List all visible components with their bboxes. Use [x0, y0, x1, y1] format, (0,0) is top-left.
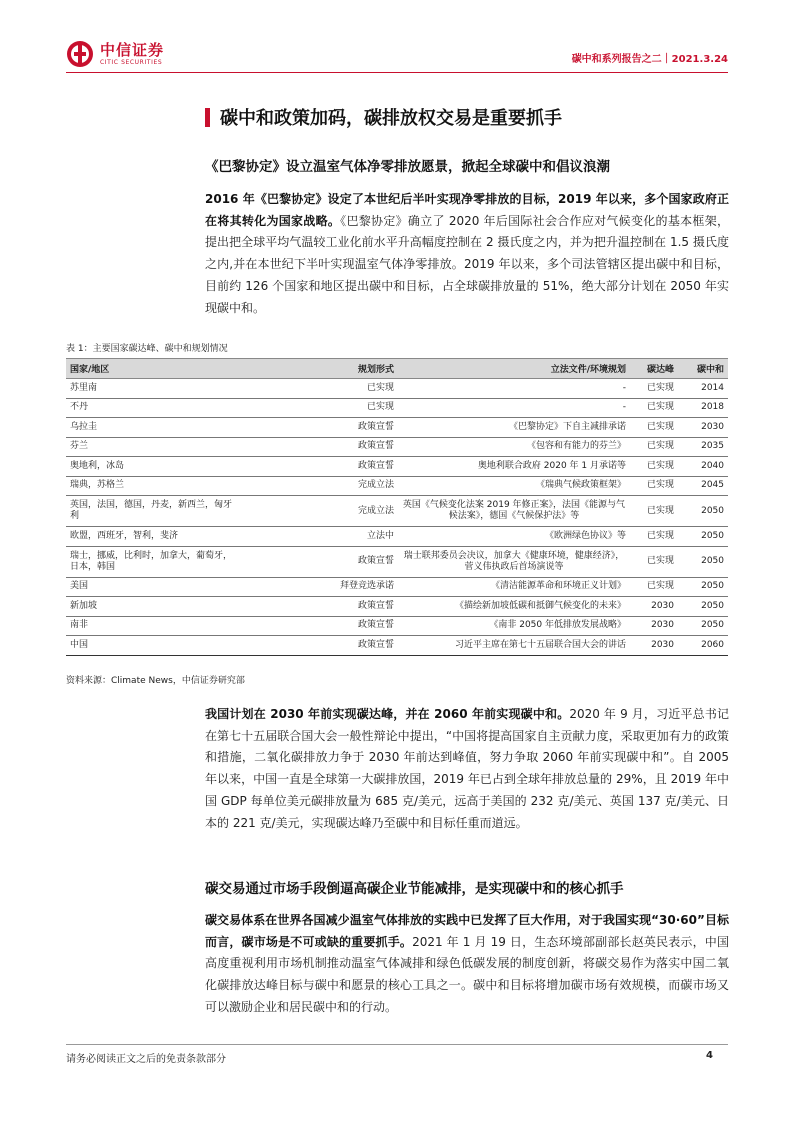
- cell-document: -: [398, 379, 630, 399]
- cell-peak: 2030: [630, 597, 678, 617]
- cell-form: 完成立法: [244, 476, 398, 496]
- logo-name-cn: 中信证券: [100, 40, 165, 59]
- table-row: [66, 546, 728, 577]
- table-row: [66, 577, 728, 597]
- table-row: [66, 437, 728, 457]
- cell-neutral: 2050: [678, 597, 728, 617]
- carbon-targets-table: [66, 358, 728, 656]
- col-header-peak: 碳达峰: [630, 359, 678, 379]
- paragraph-lead: 2016 年《巴黎协定》设定了本世纪后半叶实现净零排放的目标，2019 年以来，多个国家政府正在将其转化为国家战略。: [205, 192, 729, 228]
- subheading-paris-agreement: 《巴黎协定》设立温室气体净零排放愿景，掀起全球碳中和倡议浪潮: [205, 159, 610, 175]
- cell-neutral: 2050: [678, 577, 728, 597]
- cell-peak: 已实现: [630, 496, 678, 527]
- cell-peak: 已实现: [630, 379, 678, 399]
- table-header-row: [66, 359, 728, 379]
- table-row: [66, 616, 728, 636]
- cell-peak: 已实现: [630, 437, 678, 457]
- cell-form: 立法中: [244, 527, 398, 547]
- table-row: [66, 597, 728, 617]
- footer-disclaimer: 请务必阅读正文之后的免责条款部分: [66, 1054, 226, 1065]
- table-row: [66, 496, 728, 527]
- cell-form: 政策宣誓: [244, 597, 398, 617]
- table-row: [66, 398, 728, 418]
- cell-document: 《清洁能源革命和环境正义计划》: [398, 577, 630, 597]
- cell-document: 英国《气候变化法案 2019 年修正案》，法国《能源与气候法案》，德国《气候保护法》等: [398, 496, 630, 527]
- cell-form: 已实现: [244, 379, 398, 399]
- col-header-form: 规划形式: [244, 359, 398, 379]
- cell-form: 政策宣誓: [244, 418, 398, 438]
- col-header-document: 立法文件/环境规划: [398, 359, 630, 379]
- paragraph-body: 2021 年 1 月 19 日，生态环境部副部长赵英民表示，中国高度重视利用市场机制推动温室气体减排和绿色低碳发展的制度创新，将碳交易作为落实中国二氧化碳排放达峰目标与碳中和愿景的核心工具之一。碳中和目标将增加碳市场有效规模，而碳市场又可以激励企业和居民碳中和的行动。: [205, 934, 729, 1014]
- cell-document: 《欧洲绿色协议》等: [398, 527, 630, 547]
- cell-neutral: 2050: [678, 496, 728, 527]
- cell-neutral: 2018: [678, 398, 728, 418]
- table-row: [66, 418, 728, 438]
- cell-document: 《南非 2050 年低排放发展战略》: [398, 616, 630, 636]
- cell-neutral: 2060: [678, 636, 728, 656]
- citic-logo: [66, 40, 164, 68]
- cell-document: 习近平主席在第七十五届联合国大会的讲话: [398, 636, 630, 656]
- cell-neutral: 2050: [678, 546, 728, 577]
- cell-neutral: 2030: [678, 418, 728, 438]
- cell-form: 已实现: [244, 398, 398, 418]
- cell-peak: 已实现: [630, 577, 678, 597]
- cell-document: 《包容和有能力的芬兰》: [398, 437, 630, 457]
- cell-country: 瑞士，挪威，比利时，加拿大，葡萄牙，日本，韩国: [66, 546, 244, 577]
- table-row: [66, 379, 728, 399]
- cell-country: 不丹: [66, 398, 244, 418]
- paragraph-body: 《巴黎协定》确立了 2020 年后国际社会合作应对气候变化的基本框架，提出把全球平均气温较工业化前水平升高幅度控制在 2 摄氏度之内，并为把升温控制在 1.5 摄氏度之内,并在本世纪下半叶实现温室气体净零排放。2019 年以来，多个司法管辖区提出碳中和目标，目前约 126 个国家和地区提出碳中和目标，占全球碳排放量的 51%，绝大部分计划在 2050 年实现碳中和。: [205, 213, 729, 315]
- paragraph-paris-agreement: [205, 189, 729, 319]
- col-header-neutral: 碳中和: [678, 359, 728, 379]
- footer-divider: [66, 1044, 728, 1045]
- cell-country: 奥地利，冰岛: [66, 457, 244, 477]
- cell-form: 政策宣誓: [244, 437, 398, 457]
- table-row: [66, 636, 728, 656]
- cell-country: 英国，法国，德国，丹麦，新西兰，匈牙利: [66, 496, 244, 527]
- table-row: [66, 476, 728, 496]
- cell-document: 《描绘新加坡低碳和抵御气候变化的未来》: [398, 597, 630, 617]
- cell-peak: 已实现: [630, 527, 678, 547]
- cell-form: 政策宣誓: [244, 546, 398, 577]
- cell-peak: 已实现: [630, 398, 678, 418]
- header-divider: [66, 72, 728, 73]
- cell-country: 苏里南: [66, 379, 244, 399]
- page-header: [66, 38, 728, 72]
- paragraph-china-targets: [205, 704, 729, 834]
- cell-document: 《巴黎协定》下自主减排承诺: [398, 418, 630, 438]
- cell-country: 欧盟，西班牙，智利，斐济: [66, 527, 244, 547]
- cell-neutral: 2045: [678, 476, 728, 496]
- section-title-text: 碳中和政策加码，碳排放权交易是重要抓手: [220, 108, 562, 129]
- paragraph-carbon-trading: [205, 910, 729, 1019]
- cell-peak: 2030: [630, 616, 678, 636]
- table-row: [66, 457, 728, 477]
- section-title-marker: [205, 108, 210, 127]
- cell-peak: 已实现: [630, 418, 678, 438]
- paragraph-body: 2020 年 9 月，习近平总书记在第七十五届联合国大会一般性辩论中提出，“中国将提高国家自主贡献力度，采取更加有力的政策和措施，二氧化碳排放力争于 2030 年前达到峰值，努力争取 2060 年前实现碳中和”。自 2005 年以来，中国一直是全球第一大碳排放国，2019 年已占到全球年排放总量的 29%，且 2019 年中国 GDP 每单位美元碳排放量为 685 克/美元，远高于美国的 232 克/美元、英国 137 克/美元、日本的 221 克/美元，实现碳达峰乃至碳中和目标任重而道远。: [205, 707, 729, 830]
- cell-document: -: [398, 398, 630, 418]
- cell-form: 完成立法: [244, 496, 398, 527]
- citic-logo-icon: [66, 40, 94, 68]
- cell-neutral: 2050: [678, 527, 728, 547]
- cell-country: 乌拉圭: [66, 418, 244, 438]
- paragraph-lead: 碳交易体系在世界各国减少温室气体排放的实践中已发挥了巨大作用，对于我国实现“30·60”目标而言，碳市场是不可或缺的重要抓手。: [205, 913, 729, 949]
- subheading-carbon-trading: 碳交易通过市场手段倒逼高碳企业节能减排，是实现碳中和的核心抓手: [205, 881, 624, 897]
- cell-document: 奥地利联合政府 2020 年 1 月承诺等: [398, 457, 630, 477]
- cell-peak: 已实现: [630, 476, 678, 496]
- cell-neutral: 2035: [678, 437, 728, 457]
- table-row: [66, 527, 728, 547]
- col-header-country: 国家/地区: [66, 359, 244, 379]
- cell-neutral: 2040: [678, 457, 728, 477]
- cell-form: 政策宣誓: [244, 616, 398, 636]
- section-title: [205, 104, 562, 130]
- cell-form: 政策宣誓: [244, 457, 398, 477]
- cell-document: 《瑞典气候政策框架》: [398, 476, 630, 496]
- cell-form: 拜登竞选承诺: [244, 577, 398, 597]
- page-number: 4: [706, 1050, 713, 1061]
- table-caption: 表 1：主要国家碳达峰、碳中和规划情况: [66, 344, 228, 354]
- paragraph-lead: 我国计划在 2030 年前实现碳达峰，并在 2060 年前实现碳中和。: [205, 707, 570, 721]
- cell-country: 南非: [66, 616, 244, 636]
- cell-country: 芬兰: [66, 437, 244, 457]
- cell-peak: 已实现: [630, 457, 678, 477]
- cell-peak: 2030: [630, 636, 678, 656]
- report-tag: 碳中和系列报告之二｜2021.3.24: [571, 54, 728, 65]
- cell-form: 政策宣誓: [244, 636, 398, 656]
- table-source: 资料来源：Climate News，中信证券研究部: [66, 676, 245, 686]
- cell-country: 中国: [66, 636, 244, 656]
- cell-country: 美国: [66, 577, 244, 597]
- logo-name-en: CITIC SECURITIES: [100, 58, 163, 66]
- cell-country: 瑞典，苏格兰: [66, 476, 244, 496]
- cell-neutral: 2014: [678, 379, 728, 399]
- cell-document: 瑞士联邦委员会决议，加拿大《健康环境，健康经济》，菅义伟执政后首场演说等: [398, 546, 630, 577]
- cell-peak: 已实现: [630, 546, 678, 577]
- cell-country: 新加坡: [66, 597, 244, 617]
- cell-neutral: 2050: [678, 616, 728, 636]
